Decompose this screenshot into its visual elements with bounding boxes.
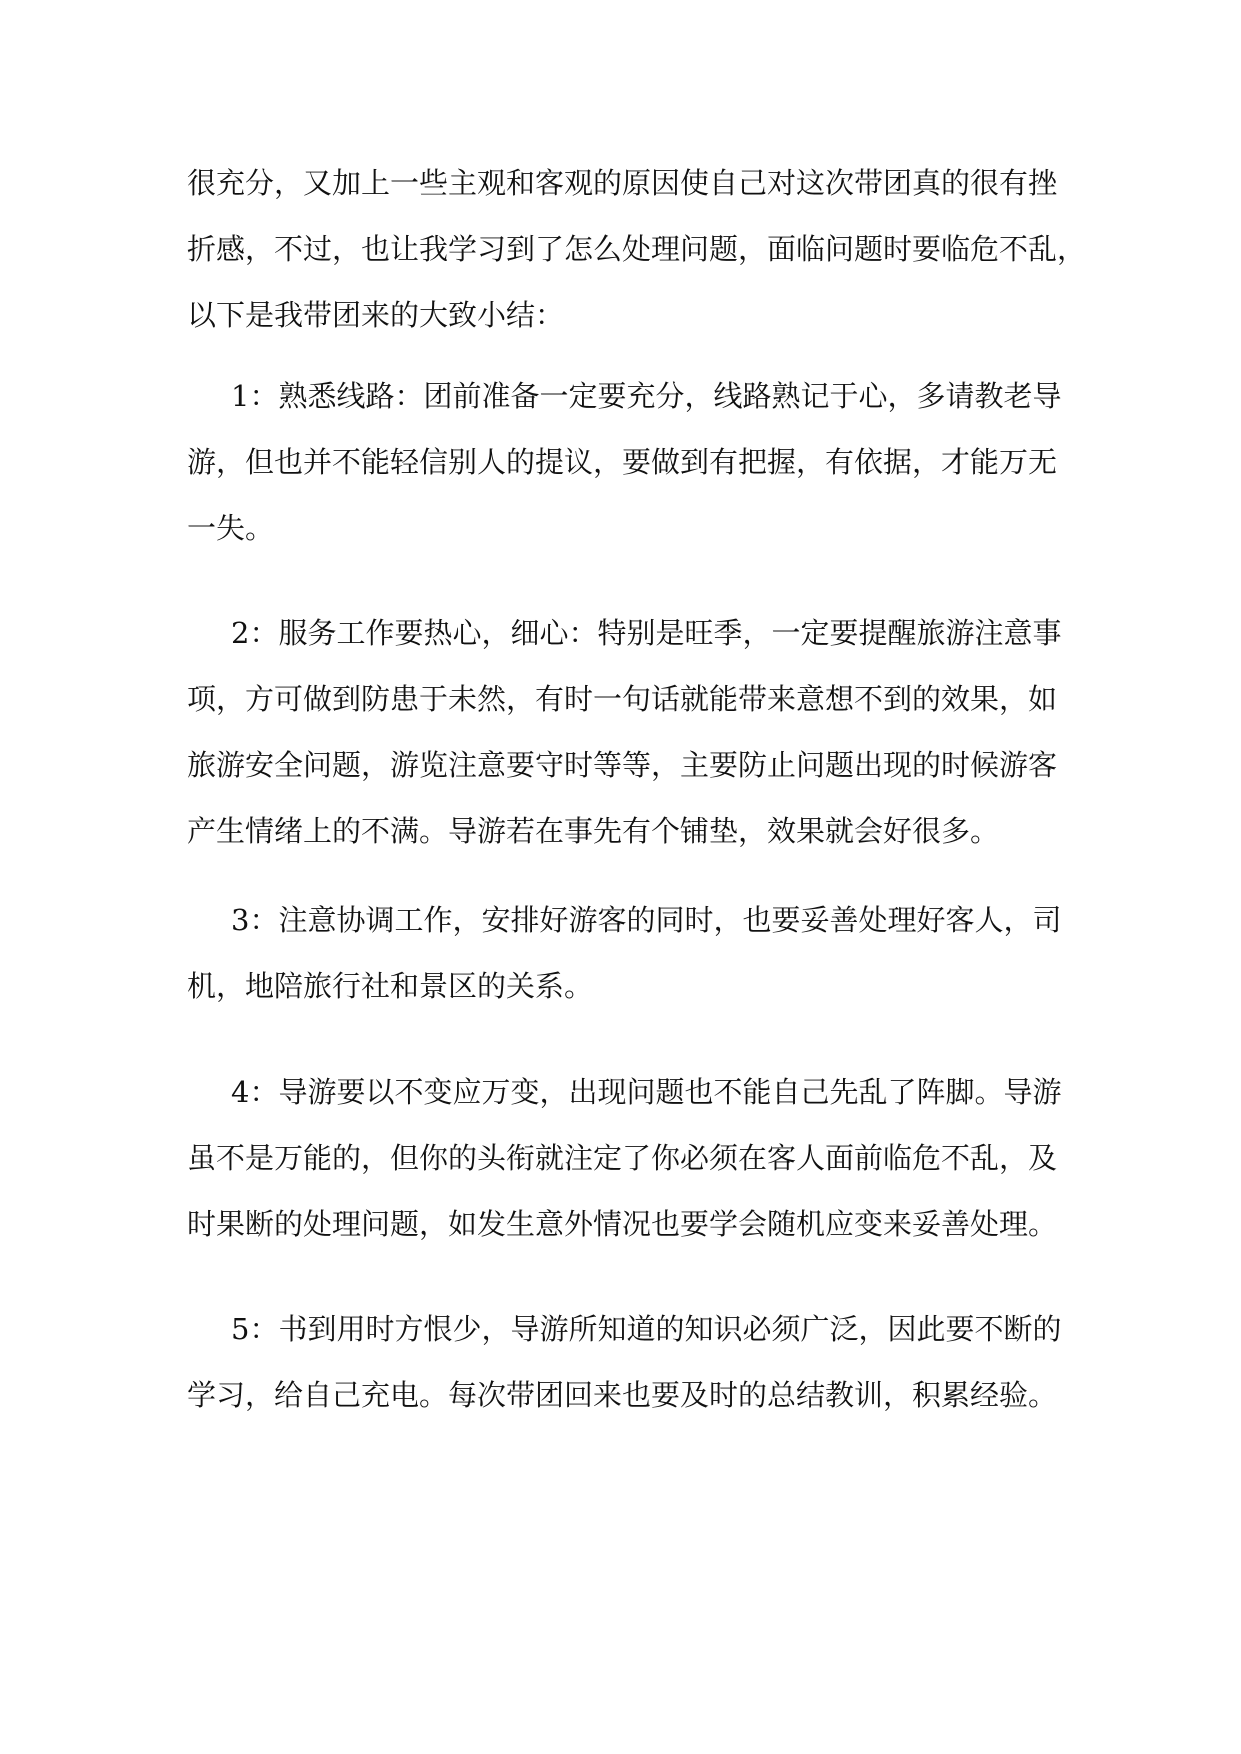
text-line: 产生情绪上的不满。导游若在事先有个铺垫，效果就会好很多。	[187, 814, 1000, 848]
text-line: 游，但也并不能轻信别人的提议，要做到有把握，有依据，才能万无	[187, 445, 1058, 479]
paragraph-point-1	[187, 363, 1062, 561]
text-line: 1：熟悉线路：团前准备一定要充分，线路熟记于心，多请教老导	[231, 379, 1062, 413]
paragraph-point-3	[187, 887, 1062, 1019]
text-line: 机，地陪旅行社和景区的关系。	[187, 969, 594, 1003]
text-line: 4：导游要以不变应万变，出现问题也不能自己先乱了阵脚。导游	[231, 1075, 1062, 1109]
text-line: 2：服务工作要热心，细心：特别是旺季，一定要提醒旅游注意事	[231, 616, 1062, 650]
paragraph-point-5	[187, 1296, 1062, 1428]
text-line: 虽不是万能的，但你的头衔就注定了你必须在客人面前临危不乱，及	[187, 1141, 1058, 1175]
paragraph-intro	[187, 150, 1087, 348]
text-line: 项，方可做到防患于未然，有时一句话就能带来意想不到的效果，如	[187, 682, 1058, 716]
paragraph-point-2	[187, 600, 1062, 864]
paragraph-point-4	[187, 1059, 1062, 1257]
text-line: 旅游安全问题，游览注意要守时等等，主要防止问题出现的时候游客	[187, 748, 1058, 782]
text-line: 3：注意协调工作，安排好游客的同时，也要妥善处理好客人，司	[231, 903, 1062, 937]
text-line: 时果断的处理问题，如发生意外情况也要学会随机应变来妥善处理。	[187, 1207, 1058, 1241]
text-line: 折感，不过，也让我学习到了怎么处理问题，面临问题时要临危不乱，	[187, 232, 1087, 266]
text-line: 学习，给自己充电。每次带团回来也要及时的总结教训，积累经验。	[187, 1378, 1058, 1412]
text-line: 以下是我带团来的大致小结：	[187, 298, 565, 332]
text-line: 5：书到用时方恨少，导游所知道的知识必须广泛，因此要不断的	[231, 1312, 1062, 1346]
text-line: 很充分，又加上一些主观和客观的原因使自己对这次带团真的很有挫	[187, 166, 1058, 200]
text-line: 一失。	[187, 511, 275, 545]
